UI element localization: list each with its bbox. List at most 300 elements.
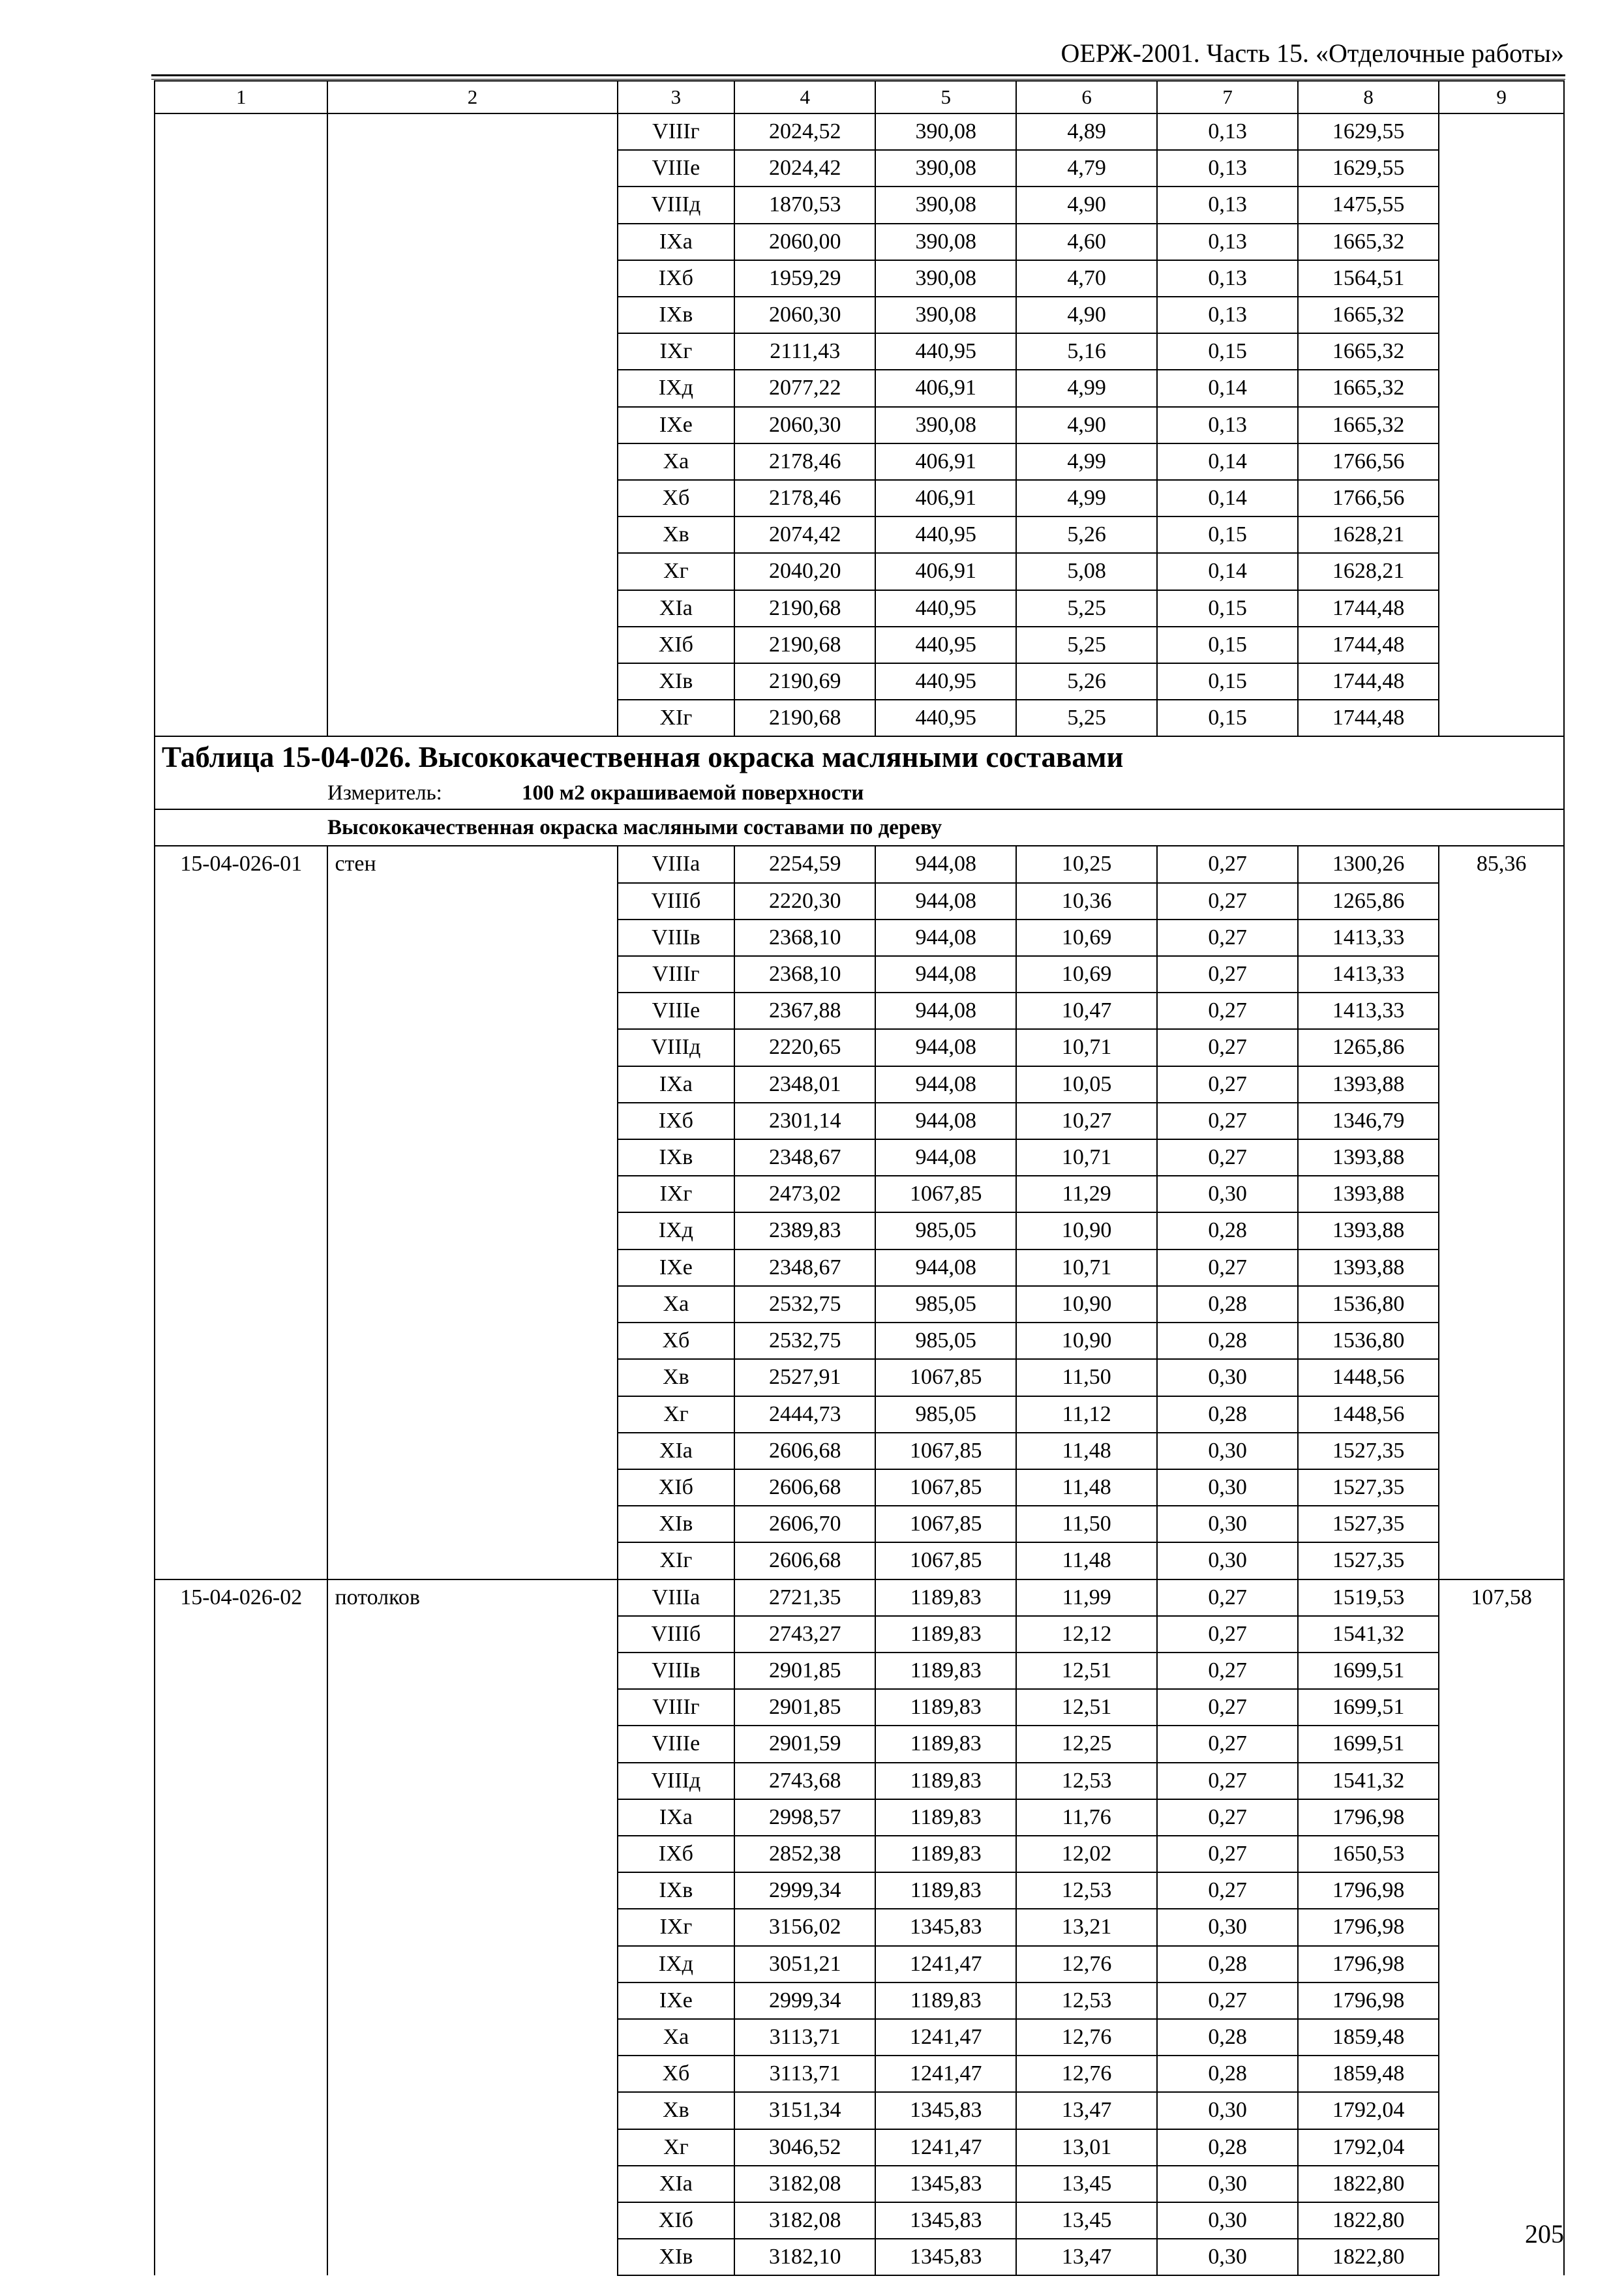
value-cell: 10,27	[1016, 1103, 1157, 1139]
zone-class-cell: VIIIг	[618, 956, 735, 993]
value-cell: 1665,32	[1298, 370, 1439, 406]
value-cell: 0,13	[1157, 187, 1298, 223]
value-cell: 4,99	[1016, 480, 1157, 516]
value-cell: 1413,33	[1298, 993, 1439, 1029]
measure-value: 100 м2 окрашиваемой поверхности	[522, 781, 864, 805]
value-cell: 0,27	[1157, 1029, 1298, 1066]
value-cell: 0,13	[1157, 260, 1298, 297]
value-cell: 11,12	[1016, 1396, 1157, 1433]
value-cell: 13,45	[1016, 2166, 1157, 2202]
column-number-cell: 9	[1439, 81, 1564, 113]
zone-class-cell: IXе	[618, 1249, 735, 1286]
value-cell: 1699,51	[1298, 1653, 1439, 1689]
value-cell: 13,47	[1016, 2239, 1157, 2275]
value-cell: 390,08	[875, 297, 1016, 333]
value-cell: 11,48	[1016, 1433, 1157, 1469]
value-cell: 12,53	[1016, 1763, 1157, 1799]
zone-class-cell: XIг	[618, 1542, 735, 1579]
zone-class-cell: XIа	[618, 2166, 735, 2202]
value-cell: 2060,30	[734, 407, 875, 443]
column-number-cell: 6	[1016, 81, 1157, 113]
value-cell: 1241,47	[875, 1946, 1016, 1982]
value-cell: 10,90	[1016, 1212, 1157, 1249]
value-cell: 2040,20	[734, 553, 875, 590]
value-cell: 2111,43	[734, 333, 875, 370]
measure-cell	[155, 777, 1564, 809]
value-cell: 1628,21	[1298, 553, 1439, 590]
value-cell: 0,28	[1157, 1396, 1298, 1433]
zone-class-cell: XIв	[618, 2239, 735, 2275]
value-cell: 1870,53	[734, 187, 875, 223]
value-cell: 2901,59	[734, 1726, 875, 1762]
value-cell: 12,53	[1016, 1982, 1157, 2019]
value-cell: 4,90	[1016, 187, 1157, 223]
zone-class-cell: XIв	[618, 1506, 735, 1542]
value-cell: 0,14	[1157, 553, 1298, 590]
zone-class-cell: VIIIа	[618, 1579, 735, 1616]
value-cell: 1448,56	[1298, 1396, 1439, 1433]
value-cell: 2060,30	[734, 297, 875, 333]
value-cell: 11,29	[1016, 1176, 1157, 1212]
value-cell: 13,45	[1016, 2202, 1157, 2239]
column-number-cell: 4	[734, 81, 875, 113]
value-cell: 0,30	[1157, 1506, 1298, 1542]
value-cell: 1766,56	[1298, 480, 1439, 516]
value-cell: 0,27	[1157, 1616, 1298, 1653]
price-table	[154, 80, 1565, 2276]
value-cell: 1189,83	[875, 1616, 1016, 1653]
value-cell: 0,15	[1157, 627, 1298, 663]
zone-class-cell: VIIIв	[618, 1653, 735, 1689]
value-cell: 0,27	[1157, 920, 1298, 956]
value-cell: 3182,10	[734, 2239, 875, 2275]
value-cell: 0,13	[1157, 297, 1298, 333]
zone-class-cell: XIб	[618, 627, 735, 663]
table-row	[155, 1579, 1564, 1616]
measure-row	[155, 777, 1564, 809]
value-cell: 1792,04	[1298, 2092, 1439, 2129]
value-cell: 0,27	[1157, 956, 1298, 993]
value-cell: 0,27	[1157, 1836, 1298, 1872]
value-cell: 10,71	[1016, 1139, 1157, 1176]
zone-class-cell: Xб	[618, 2056, 735, 2092]
zone-class-cell: IXб	[618, 1103, 735, 1139]
value-cell: 1744,48	[1298, 590, 1439, 627]
value-cell: 13,01	[1016, 2129, 1157, 2166]
value-cell: 0,27	[1157, 1763, 1298, 1799]
value-cell: 944,08	[875, 1066, 1016, 1103]
value-cell: 2077,22	[734, 370, 875, 406]
work-name-cell: стен	[327, 846, 617, 1579]
value-cell: 2743,68	[734, 1763, 875, 1799]
value-cell: 1300,26	[1298, 846, 1439, 882]
value-cell: 0,27	[1157, 1653, 1298, 1689]
value-cell: 1796,98	[1298, 1946, 1439, 1982]
zone-class-cell: XIа	[618, 1433, 735, 1469]
value-cell: 0,30	[1157, 1433, 1298, 1469]
value-cell: 0,27	[1157, 1689, 1298, 1726]
value-cell: 1665,32	[1298, 407, 1439, 443]
value-cell: 5,26	[1016, 516, 1157, 553]
value-cell: 0,13	[1157, 113, 1298, 150]
zone-class-cell: IXб	[618, 260, 735, 297]
value-cell: 1527,35	[1298, 1433, 1439, 1469]
value-cell: 1345,83	[875, 2202, 1016, 2239]
value-cell: 1241,47	[875, 2019, 1016, 2056]
value-cell: 0,27	[1157, 1982, 1298, 2019]
value-cell: 390,08	[875, 224, 1016, 260]
value-cell: 0,30	[1157, 2092, 1298, 2129]
value-cell: 2532,75	[734, 1286, 875, 1323]
value-cell: 1346,79	[1298, 1103, 1439, 1139]
value-cell: 10,25	[1016, 846, 1157, 882]
value-cell: 0,14	[1157, 443, 1298, 480]
value-cell: 3151,34	[734, 2092, 875, 2129]
value-cell: 11,50	[1016, 1359, 1157, 1396]
value-cell: 0,28	[1157, 1212, 1298, 1249]
value-cell: 4,90	[1016, 407, 1157, 443]
value-cell: 2024,42	[734, 150, 875, 187]
value-cell: 1541,32	[1298, 1763, 1439, 1799]
value-cell: 1519,53	[1298, 1579, 1439, 1616]
value-cell: 2254,59	[734, 846, 875, 882]
zone-class-cell: XIа	[618, 590, 735, 627]
table-title-row	[155, 736, 1564, 777]
column-number-cell: 7	[1157, 81, 1298, 113]
zone-class-cell: Xа	[618, 1286, 735, 1323]
value-cell: 2532,75	[734, 1323, 875, 1359]
value-cell: 5,25	[1016, 627, 1157, 663]
value-cell: 1413,33	[1298, 920, 1439, 956]
zone-class-cell: Xг	[618, 1396, 735, 1433]
zone-class-cell: VIIIб	[618, 1616, 735, 1653]
value-cell: 2348,67	[734, 1249, 875, 1286]
zone-class-cell: Xб	[618, 1323, 735, 1359]
value-cell: 1189,83	[875, 1726, 1016, 1762]
zone-class-cell: VIIIе	[618, 1726, 735, 1762]
value-cell: 0,27	[1157, 1872, 1298, 1909]
value-cell: 10,90	[1016, 1323, 1157, 1359]
value-cell: 5,25	[1016, 700, 1157, 736]
zone-class-cell: Xг	[618, 553, 735, 590]
column-9-cell	[1439, 113, 1564, 736]
value-cell: 2389,83	[734, 1212, 875, 1249]
value-cell: 0,27	[1157, 883, 1298, 920]
value-cell: 2178,46	[734, 480, 875, 516]
measure-label: Измеритель:	[327, 781, 442, 805]
work-name-cell	[327, 113, 617, 736]
zone-class-cell: Xа	[618, 2019, 735, 2056]
value-cell: 13,21	[1016, 1909, 1157, 1945]
value-cell: 440,95	[875, 663, 1016, 700]
value-cell: 1475,55	[1298, 187, 1439, 223]
value-cell: 440,95	[875, 627, 1016, 663]
value-cell: 3113,71	[734, 2019, 875, 2056]
value-cell: 5,26	[1016, 663, 1157, 700]
value-cell: 0,27	[1157, 1103, 1298, 1139]
value-cell: 2348,01	[734, 1066, 875, 1103]
value-cell: 3046,52	[734, 2129, 875, 2166]
value-cell: 2368,10	[734, 956, 875, 993]
value-cell: 2852,38	[734, 1836, 875, 1872]
value-cell: 944,08	[875, 1103, 1016, 1139]
value-cell: 2444,73	[734, 1396, 875, 1433]
value-cell: 1796,98	[1298, 1909, 1439, 1945]
zone-class-cell: Xг	[618, 2129, 735, 2166]
value-cell: 10,71	[1016, 1029, 1157, 1066]
zone-class-cell: VIIIд	[618, 1029, 735, 1066]
value-cell: 2024,52	[734, 113, 875, 150]
value-cell: 12,76	[1016, 2019, 1157, 2056]
header-rule-thin	[151, 79, 1565, 80]
zone-class-cell: XIв	[618, 663, 735, 700]
column-9-cell: 107,58	[1439, 1579, 1564, 2276]
value-cell: 1796,98	[1298, 1799, 1439, 1836]
value-cell: 1792,04	[1298, 2129, 1439, 2166]
value-cell: 0,15	[1157, 516, 1298, 553]
value-cell: 3182,08	[734, 2202, 875, 2239]
value-cell: 406,91	[875, 370, 1016, 406]
value-cell: 1189,83	[875, 1653, 1016, 1689]
value-cell: 1822,80	[1298, 2202, 1439, 2239]
value-cell: 1744,48	[1298, 700, 1439, 736]
document-header-title: ОЕРЖ-2001. Часть 15. «Отделочные работы»	[1060, 38, 1564, 68]
value-cell: 2999,34	[734, 1982, 875, 2019]
value-cell: 1345,83	[875, 1909, 1016, 1945]
value-cell: 944,08	[875, 1029, 1016, 1066]
value-cell: 11,48	[1016, 1542, 1157, 1579]
column-number-cell: 5	[875, 81, 1016, 113]
rate-code-cell: 15-04-026-02	[155, 1579, 327, 2276]
value-cell: 390,08	[875, 150, 1016, 187]
value-cell: 2190,69	[734, 663, 875, 700]
value-cell: 2998,57	[734, 1799, 875, 1836]
zone-class-cell: IXа	[618, 1799, 735, 1836]
value-cell: 1265,86	[1298, 1029, 1439, 1066]
value-cell: 1527,35	[1298, 1542, 1439, 1579]
value-cell: 1665,32	[1298, 297, 1439, 333]
value-cell: 944,08	[875, 920, 1016, 956]
value-cell: 985,05	[875, 1286, 1016, 1323]
zone-class-cell: IXв	[618, 1872, 735, 1909]
value-cell: 1413,33	[1298, 956, 1439, 993]
zone-class-cell: IXе	[618, 407, 735, 443]
column-number-cell: 3	[618, 81, 735, 113]
value-cell: 3051,21	[734, 1946, 875, 1982]
value-cell: 0,15	[1157, 590, 1298, 627]
value-cell: 1650,53	[1298, 1836, 1439, 1872]
value-cell: 1189,83	[875, 1763, 1016, 1799]
value-cell: 390,08	[875, 113, 1016, 150]
value-cell: 12,53	[1016, 1872, 1157, 1909]
value-cell: 1189,83	[875, 1579, 1016, 1616]
value-cell: 2606,68	[734, 1469, 875, 1506]
value-cell: 2178,46	[734, 443, 875, 480]
value-cell: 1345,83	[875, 2239, 1016, 2275]
value-cell: 0,15	[1157, 663, 1298, 700]
value-cell: 0,30	[1157, 2202, 1298, 2239]
value-cell: 1189,83	[875, 1799, 1016, 1836]
zone-class-cell: IXг	[618, 333, 735, 370]
value-cell: 1067,85	[875, 1506, 1016, 1542]
value-cell: 4,60	[1016, 224, 1157, 260]
value-cell: 12,12	[1016, 1616, 1157, 1653]
page-number: 205	[1525, 2219, 1564, 2249]
value-cell: 3113,71	[734, 2056, 875, 2092]
value-cell: 10,36	[1016, 883, 1157, 920]
value-cell: 0,28	[1157, 1286, 1298, 1323]
value-cell: 1189,83	[875, 1689, 1016, 1726]
value-cell: 0,30	[1157, 2166, 1298, 2202]
value-cell: 2190,68	[734, 700, 875, 736]
value-cell: 2901,85	[734, 1653, 875, 1689]
price-table-body	[155, 81, 1564, 2275]
value-cell: 5,16	[1016, 333, 1157, 370]
value-cell: 0,30	[1157, 1176, 1298, 1212]
value-cell: 1822,80	[1298, 2166, 1439, 2202]
value-cell: 10,47	[1016, 993, 1157, 1029]
value-cell: 2074,42	[734, 516, 875, 553]
zone-class-cell: IXв	[618, 1139, 735, 1176]
value-cell: 2721,35	[734, 1579, 875, 1616]
value-cell: 0,14	[1157, 370, 1298, 406]
column-number-row	[155, 81, 1564, 113]
value-cell: 1796,98	[1298, 1872, 1439, 1909]
value-cell: 10,90	[1016, 1286, 1157, 1323]
value-cell: 12,76	[1016, 1946, 1157, 1982]
zone-class-cell: IXа	[618, 224, 735, 260]
value-cell: 2368,10	[734, 920, 875, 956]
zone-class-cell: IXв	[618, 297, 735, 333]
value-cell: 985,05	[875, 1212, 1016, 1249]
value-cell: 1067,85	[875, 1176, 1016, 1212]
value-cell: 11,50	[1016, 1506, 1157, 1542]
value-cell: 1665,32	[1298, 224, 1439, 260]
value-cell: 1067,85	[875, 1433, 1016, 1469]
zone-class-cell: IXе	[618, 1982, 735, 2019]
value-cell: 1822,80	[1298, 2239, 1439, 2275]
value-cell: 2999,34	[734, 1872, 875, 1909]
value-cell: 11,99	[1016, 1579, 1157, 1616]
zone-class-cell: VIIIб	[618, 883, 735, 920]
value-cell: 1067,85	[875, 1542, 1016, 1579]
value-cell: 1536,80	[1298, 1323, 1439, 1359]
value-cell: 944,08	[875, 846, 1016, 882]
value-cell: 1527,35	[1298, 1506, 1439, 1542]
zone-class-cell: IXд	[618, 1212, 735, 1249]
zone-class-cell: Xв	[618, 2092, 735, 2129]
value-cell: 11,76	[1016, 1799, 1157, 1836]
value-cell: 390,08	[875, 407, 1016, 443]
value-cell: 1393,88	[1298, 1249, 1439, 1286]
column-number-cell: 8	[1298, 81, 1439, 113]
value-cell: 985,05	[875, 1396, 1016, 1433]
value-cell: 1744,48	[1298, 627, 1439, 663]
value-cell: 10,69	[1016, 956, 1157, 993]
value-cell: 944,08	[875, 956, 1016, 993]
zone-class-cell: VIIIе	[618, 993, 735, 1029]
value-cell: 1393,88	[1298, 1176, 1439, 1212]
zone-class-cell: IXг	[618, 1176, 735, 1212]
value-cell: 0,13	[1157, 224, 1298, 260]
value-cell: 5,25	[1016, 590, 1157, 627]
table-row	[155, 113, 1564, 150]
table-row	[155, 846, 1564, 882]
value-cell: 0,13	[1157, 150, 1298, 187]
value-cell: 3182,08	[734, 2166, 875, 2202]
column-number-cell: 1	[155, 81, 327, 113]
rate-code-cell	[155, 113, 327, 736]
value-cell: 1393,88	[1298, 1212, 1439, 1249]
column-number-cell: 2	[327, 81, 617, 113]
section-cell	[155, 809, 1564, 846]
value-cell: 13,47	[1016, 2092, 1157, 2129]
value-cell: 440,95	[875, 700, 1016, 736]
value-cell: 1628,21	[1298, 516, 1439, 553]
zone-class-cell: IXб	[618, 1836, 735, 1872]
value-cell: 2348,67	[734, 1139, 875, 1176]
zone-class-cell: VIIIв	[618, 920, 735, 956]
value-cell: 406,91	[875, 480, 1016, 516]
table-title: Таблица 15-04-026. Высококачественная окраска масляными составами	[155, 736, 1564, 777]
value-cell: 440,95	[875, 590, 1016, 627]
value-cell: 0,27	[1157, 1249, 1298, 1286]
value-cell: 1241,47	[875, 2056, 1016, 2092]
value-cell: 1393,88	[1298, 1066, 1439, 1103]
value-cell: 1345,83	[875, 2166, 1016, 2202]
value-cell: 0,30	[1157, 1359, 1298, 1396]
value-cell: 440,95	[875, 516, 1016, 553]
value-cell: 1629,55	[1298, 113, 1439, 150]
value-cell: 0,15	[1157, 700, 1298, 736]
value-cell: 12,51	[1016, 1653, 1157, 1689]
value-cell: 4,99	[1016, 443, 1157, 480]
value-cell: 11,48	[1016, 1469, 1157, 1506]
value-cell: 1067,85	[875, 1359, 1016, 1396]
value-cell: 10,05	[1016, 1066, 1157, 1103]
zone-class-cell: Xв	[618, 1359, 735, 1396]
value-cell: 1189,83	[875, 1836, 1016, 1872]
value-cell: 0,27	[1157, 1066, 1298, 1103]
value-cell: 1629,55	[1298, 150, 1439, 187]
value-cell: 390,08	[875, 187, 1016, 223]
value-cell: 1527,35	[1298, 1469, 1439, 1506]
value-cell: 2367,88	[734, 993, 875, 1029]
value-cell: 0,30	[1157, 1909, 1298, 1945]
value-cell: 1766,56	[1298, 443, 1439, 480]
zone-class-cell: Xв	[618, 516, 735, 553]
value-cell: 1859,48	[1298, 2056, 1439, 2092]
value-cell: 0,13	[1157, 407, 1298, 443]
value-cell: 1189,83	[875, 1982, 1016, 2019]
value-cell: 406,91	[875, 443, 1016, 480]
value-cell: 1699,51	[1298, 1689, 1439, 1726]
value-cell: 2606,70	[734, 1506, 875, 1542]
zone-class-cell: VIIIд	[618, 1763, 735, 1799]
rate-code-cell: 15-04-026-01	[155, 846, 327, 1579]
value-cell: 12,02	[1016, 1836, 1157, 1872]
value-cell: 0,30	[1157, 1469, 1298, 1506]
value-cell: 440,95	[875, 333, 1016, 370]
value-cell: 1265,86	[1298, 883, 1439, 920]
value-cell: 1699,51	[1298, 1726, 1439, 1762]
value-cell: 4,89	[1016, 113, 1157, 150]
value-cell: 1541,32	[1298, 1616, 1439, 1653]
value-cell: 944,08	[875, 993, 1016, 1029]
value-cell: 1241,47	[875, 2129, 1016, 2166]
zone-class-cell: VIIIа	[618, 846, 735, 882]
value-cell: 1393,88	[1298, 1139, 1439, 1176]
